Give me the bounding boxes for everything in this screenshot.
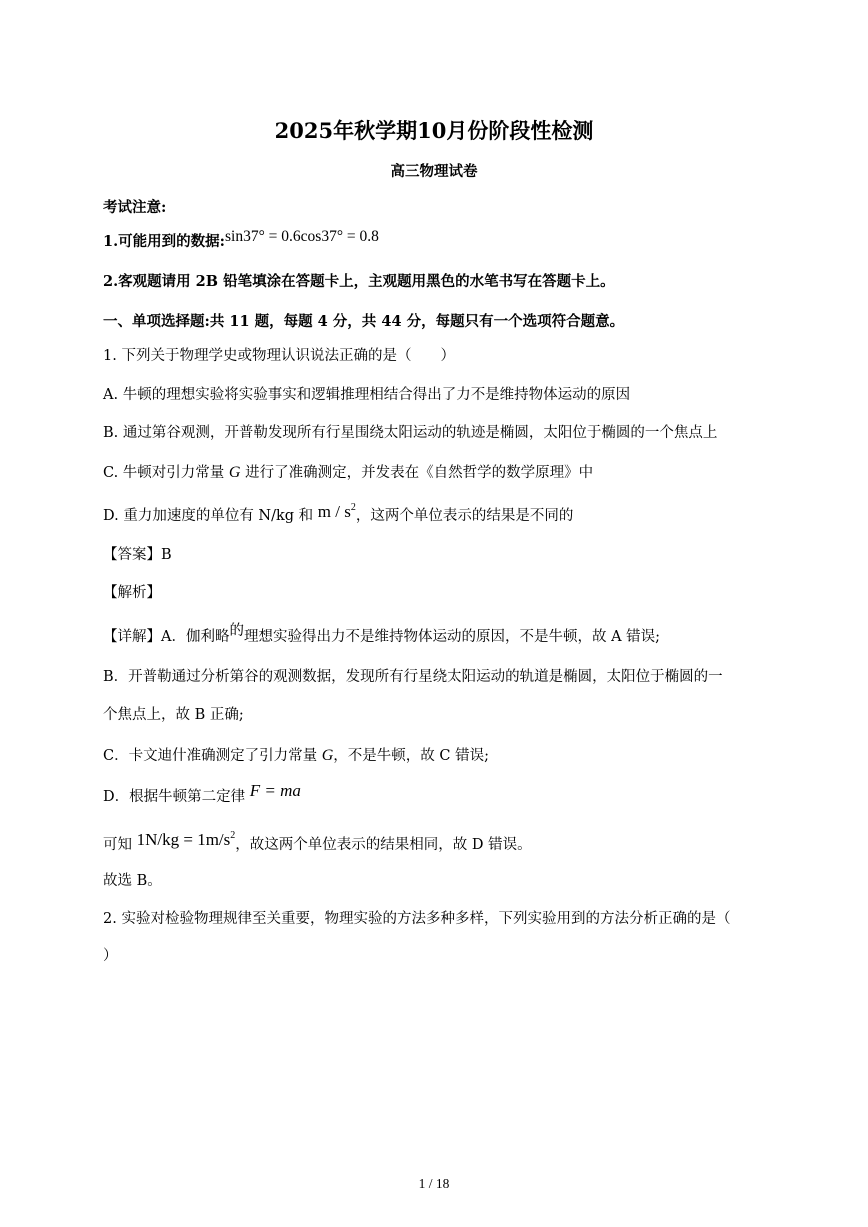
detail-d-line-1 [103, 781, 301, 806]
conclusion-line: 故选 B。 [103, 873, 162, 889]
detail-b-line-1: B．开普勒通过分析第谷的观测数据，发现所有行星绕太阳运动的轨道是椭圆，太阳位于椭圆的一 [103, 669, 723, 685]
question-2-stem-line-2: ） [103, 948, 118, 964]
page-title: 2025年秋学期10月份阶段性检测 [274, 118, 594, 143]
analysis-heading: 【解析】 [103, 585, 161, 601]
detail-a-raised-char: 的 [229, 623, 244, 639]
page-indicator: 1 / 18 [418, 1176, 450, 1191]
detail-c-post: ，不是牛顿，故 C 错误; [333, 748, 489, 764]
detail-b-line-2: 个焦点上，故 B 正确; [103, 707, 244, 723]
detail-d2-post: ，故这两个单位表示的结果相同，故 D 错误。 [235, 837, 532, 853]
detail-a [103, 623, 661, 646]
detail-d2-formula-exponent: 2 [230, 830, 236, 841]
question-2-stem-line-1: 2. 实验对检验物理规律至关重要，物理实验的方法多种多样，下列实验用到的方法分析正确的是（ [103, 911, 731, 927]
question-1-stem: 1. 下列关于物理学史或物理认识说法正确的是（ ） [103, 348, 455, 364]
question-1-option-c [103, 463, 593, 482]
notice-heading: 考试注意: [103, 199, 167, 216]
option-d-unit-base: m / s [317, 502, 351, 521]
detail-d2-formula-base: 1N/kg = 1m/s [136, 830, 231, 849]
answer-line: 【答案】B [103, 547, 172, 563]
option-c-text-pre: C. 牛顿对引力常量 [103, 465, 229, 481]
option-c-variable: G [228, 464, 241, 481]
detail-c-variable: G [321, 747, 334, 764]
notice-line-2: 2.客观题请用 2B 铅笔填涂在答题卡上，主观题用黑色的水笔书写在答题卡上。 [103, 273, 615, 290]
detail-c [103, 746, 489, 765]
option-d-text-pre: D. 重力加速度的单位有 N/kg 和 [103, 508, 318, 524]
option-d-unit [318, 502, 356, 521]
notice1-label: 1.可能用到的数据: [103, 233, 225, 250]
detail-a-post: 理想实验得出力不是维持物体运动的原因，不是牛顿，故 A 错误; [243, 629, 661, 645]
detail-d2-formula [137, 830, 236, 849]
detail-d-formula: F = ma [249, 781, 301, 800]
notice1-formula: sin37° = 0.6cos37° = 0.8 [225, 228, 379, 245]
notice-line-1 [103, 228, 379, 252]
detail-d-line-2 [103, 830, 532, 854]
detail-d-pre: D．根据牛顿第二定律 [103, 789, 250, 805]
question-1-option-d [103, 502, 574, 525]
question-1-option-b: B. 通过第谷观测，开普勒发现所有行星围绕太阳运动的轨迹是椭圆，太阳位于椭圆的一个焦点上 [103, 425, 718, 441]
option-d-text-post: ，这两个单位表示的结果是不同的 [355, 508, 574, 524]
detail-d2-pre: 可知 [103, 837, 137, 853]
question-1-option-a: A. 牛顿的理想实验将实验事实和逻辑推理相结合得出了力不是维持物体运动的原因 [103, 387, 631, 403]
detail-c-pre: C．卡文迪什准确测定了引力常量 [103, 748, 322, 764]
option-d-unit-exponent: 2 [350, 502, 356, 513]
section-heading: 一、单项选择题:共 11 题，每题 4 分，共 44 分，每题只有一个选项符合题意。 [103, 313, 625, 330]
detail-a-pre: 【详解】A．伽利略 [103, 629, 230, 645]
option-c-text-post: 进行了准确测定，并发表在《自然哲学的数学原理》中 [240, 465, 594, 481]
page-subtitle: 高三物理试卷 [390, 163, 478, 180]
